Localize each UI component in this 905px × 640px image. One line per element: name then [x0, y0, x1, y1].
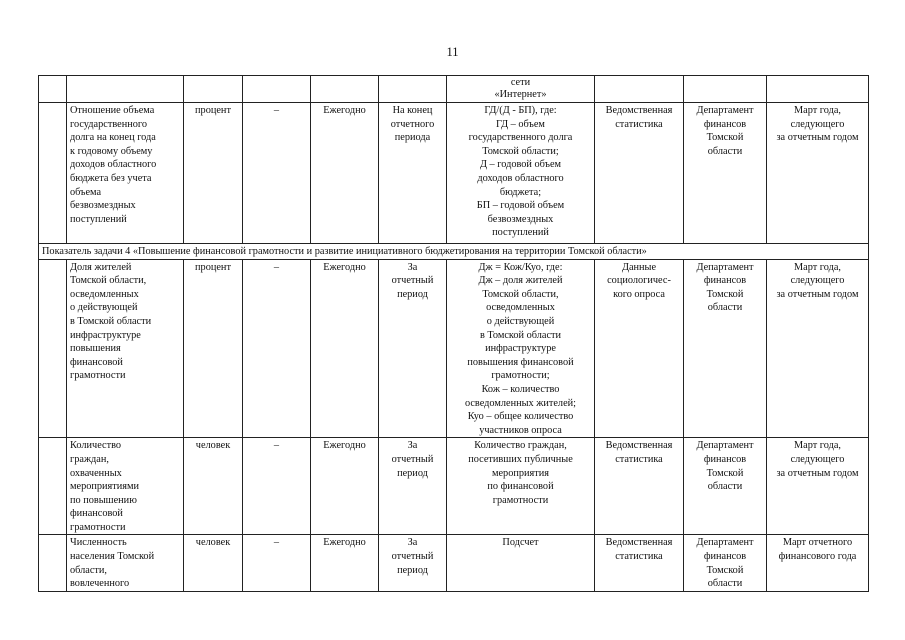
- cell-period-line: период: [397, 288, 428, 300]
- cell-name-line: вовлеченного: [70, 578, 130, 590]
- cell-period-line: отчетный: [391, 551, 434, 563]
- cell-frequency-line: Ежегодно: [323, 537, 366, 549]
- cell-unit-line: процент: [195, 261, 231, 273]
- cell-deadline-line: за отчетным годом: [776, 467, 859, 479]
- cell-unit: [184, 103, 243, 244]
- section-title: Показатель задачи 4 «Повышение финансовой грамотности и развитие инициативного бюджетирования на территории Томской области»: [39, 244, 869, 260]
- cell-name-line: финансовой: [70, 508, 123, 520]
- cell-responsible: [684, 259, 767, 438]
- cell-name-line: о действующей: [70, 302, 138, 314]
- table-row: [39, 259, 869, 438]
- cell-name-line: финансовой: [70, 356, 123, 368]
- table-row: [39, 438, 869, 535]
- cell-source-line: Ведомственная: [605, 537, 673, 549]
- cell-frequency: [311, 103, 379, 244]
- cell-unit: [184, 259, 243, 438]
- cell-method-line: ГД – объем: [496, 118, 545, 130]
- cell-responsible-line: Томской: [706, 288, 744, 300]
- table-row-continued: [39, 76, 869, 103]
- cell-responsible-line: Департамент: [696, 261, 754, 273]
- cell-name: [67, 259, 184, 438]
- table-body-upper: [39, 76, 869, 103]
- cell-method-line: мероприятия: [491, 467, 550, 479]
- cell-unit: [184, 535, 243, 591]
- cell-responsible-line: Томской: [706, 564, 744, 576]
- cell-name-line: осведомленных: [70, 288, 139, 300]
- cell-frequency: [311, 259, 379, 438]
- cell-responsible-line: Департамент: [696, 440, 754, 452]
- cell-name-line: бюджета без учета: [70, 172, 152, 184]
- cell-method: [447, 103, 595, 244]
- cell-name-line: Количество: [70, 440, 122, 452]
- cell-period-line: На конец: [392, 105, 433, 116]
- cell-dash-line: –: [273, 261, 280, 273]
- cell-method-line: инфраструктуре: [485, 343, 556, 355]
- cell-source: [595, 259, 684, 438]
- cell-name-line: мероприятиями: [70, 481, 140, 493]
- cell-method: [447, 259, 595, 438]
- cell-method-line: Д – годовой объем: [479, 159, 562, 171]
- cell-period: [379, 259, 447, 438]
- cell-name-line: Томской области,: [70, 275, 147, 287]
- cell-method-line: поступлений: [492, 227, 549, 239]
- cell-method-line: грамотности;: [491, 370, 550, 382]
- cell-method-line: БП – годовой объем: [476, 200, 565, 212]
- cell-deadline: [767, 438, 869, 535]
- cell-period-line: отчетный: [391, 453, 434, 465]
- cell-num: [39, 76, 67, 103]
- cell-period-line: период: [397, 467, 428, 479]
- cell-period-line: За: [407, 261, 418, 273]
- table-body-section: [39, 244, 869, 260]
- cell-frequency-line: Ежегодно: [323, 440, 366, 452]
- cell-dash-line: –: [273, 537, 280, 549]
- cell-period-line: За: [407, 537, 418, 549]
- cell-unit: [184, 76, 243, 103]
- cell-deadline: [767, 103, 869, 244]
- cell-method: [447, 76, 595, 103]
- cell-responsible: [684, 76, 767, 103]
- cell-responsible-line: Томской: [706, 467, 744, 479]
- cell-source-line: Данные: [621, 261, 657, 273]
- cell-responsible-line: Томской: [706, 132, 744, 144]
- cell-name: [67, 535, 184, 591]
- cell-responsible: [684, 535, 767, 591]
- cell-source-line: кого опроса: [613, 288, 665, 300]
- cell-period: [379, 535, 447, 591]
- cell-method-line: грамотности: [492, 494, 549, 506]
- cell-method-line: бюджета;: [499, 186, 542, 198]
- cell-responsible-line: области: [707, 302, 743, 314]
- cell-responsible-line: финансов: [703, 453, 747, 465]
- cell-method-line: Подсчет: [502, 537, 539, 549]
- cell-responsible-line: финансов: [703, 551, 747, 563]
- cell-method-line: о действующей: [486, 315, 555, 327]
- page-number: 11: [446, 45, 459, 59]
- cell-responsible-line: финансов: [703, 275, 747, 287]
- cell-period-line: периода: [394, 132, 431, 144]
- cell-deadline-line: за отчетным годом: [776, 132, 859, 144]
- cell-name-line: объема: [70, 186, 102, 198]
- indicators-table: [38, 75, 869, 592]
- cell-name-line: долга на конец года: [70, 132, 156, 144]
- cell-responsible: [684, 103, 767, 244]
- cell-num: [39, 438, 67, 535]
- cell-name-line: инфраструктуре: [70, 329, 141, 341]
- cell-name-line: населения Томской: [70, 551, 155, 563]
- cell-frequency-line: Ежегодно: [323, 105, 366, 116]
- cell-method-line: Дж = Кож/Куо, где:: [478, 261, 563, 273]
- table-row: [39, 535, 869, 591]
- cell-method-line: осведомленных жителей;: [464, 397, 577, 409]
- cell-period-line: отчетный: [391, 275, 434, 287]
- cell-responsible-line: области: [707, 578, 743, 590]
- table-row: [39, 103, 869, 244]
- cell-num: [39, 259, 67, 438]
- cell-name-line: доходов областного: [70, 159, 157, 171]
- cell-period-line: отчетного: [390, 118, 435, 130]
- cell-dash: [243, 259, 311, 438]
- cell-source-line: социологичес-: [607, 275, 671, 287]
- cell-method-line: Дж – доля жителей: [478, 275, 563, 287]
- table-body-block2: [39, 259, 869, 591]
- cell-unit-line: человек: [195, 440, 231, 452]
- cell-num: [39, 103, 67, 244]
- method-line: «Интернет»: [494, 89, 547, 100]
- cell-name-line: по повышению: [70, 494, 137, 506]
- cell-name: [67, 103, 184, 244]
- cell-name: [67, 76, 184, 103]
- cell-name-line: поступлений: [70, 213, 127, 225]
- cell-unit: [184, 438, 243, 535]
- cell-num: [39, 535, 67, 591]
- cell-name-line: грамотности: [70, 521, 126, 533]
- cell-source-line: статистика: [615, 551, 663, 563]
- cell-method-line: Кож – количество: [481, 383, 560, 395]
- cell-source-line: статистика: [615, 453, 663, 465]
- cell-period-line: период: [397, 564, 428, 576]
- cell-responsible-line: Департамент: [696, 537, 754, 549]
- cell-deadline-line: за отчетным годом: [776, 288, 859, 300]
- cell-deadline: [767, 535, 869, 591]
- cell-source-line: Ведомственная: [605, 440, 673, 452]
- method-line: сети: [510, 77, 531, 88]
- cell-method: [447, 535, 595, 591]
- cell-name-line: граждан,: [70, 453, 109, 465]
- cell-name-line: охваченных: [70, 467, 122, 479]
- cell-unit-line: процент: [195, 105, 231, 116]
- cell-method-line: повышения финансовой: [467, 356, 574, 368]
- cell-responsible-line: Департамент: [696, 105, 754, 116]
- cell-method-line: осведомленных: [486, 302, 555, 314]
- cell-frequency-line: Ежегодно: [323, 261, 366, 273]
- cell-deadline-line: следующего: [790, 118, 845, 130]
- cell-responsible-line: области: [707, 145, 743, 157]
- cell-responsible-line: финансов: [703, 118, 747, 130]
- cell-name-line: грамотности: [70, 370, 126, 382]
- cell-name: [67, 438, 184, 535]
- cell-dash-line: –: [273, 105, 280, 116]
- cell-frequency: [311, 76, 379, 103]
- cell-name-line: к годовому объему: [70, 145, 153, 157]
- cell-dash: [243, 438, 311, 535]
- cell-deadline-line: Март года,: [793, 440, 841, 452]
- cell-method-line: посетивших публичные: [468, 453, 573, 465]
- cell-method-line: в Томской области: [479, 329, 562, 341]
- cell-period: [379, 76, 447, 103]
- cell-deadline-line: Март отчетного: [782, 537, 853, 549]
- cell-deadline-line: Март года,: [793, 261, 841, 273]
- cell-method-line: доходов областного: [477, 172, 564, 184]
- cell-source: [595, 103, 684, 244]
- cell-name-line: Численность: [70, 537, 127, 549]
- cell-deadline-line: финансового года: [778, 551, 857, 563]
- cell-frequency: [311, 438, 379, 535]
- cell-frequency: [311, 535, 379, 591]
- cell-method-line: по финансовой: [487, 481, 554, 493]
- cell-name-line: безвозмездных: [70, 200, 136, 212]
- cell-responsible-line: области: [707, 481, 743, 493]
- cell-name-line: области,: [70, 564, 107, 576]
- cell-name-line: Доля жителей: [70, 261, 132, 273]
- cell-dash: [243, 535, 311, 591]
- section-header-row: [39, 244, 869, 260]
- cell-method-line: участников опроса: [479, 424, 562, 436]
- cell-method-line: ГД/(Д - БП), где:: [484, 105, 557, 116]
- cell-method-line: Количество граждан,: [474, 440, 567, 452]
- cell-method-line: безвозмездных: [487, 213, 554, 225]
- cell-deadline: [767, 259, 869, 438]
- cell-source: [595, 76, 684, 103]
- cell-deadline: [767, 76, 869, 103]
- cell-method-line: Куо – общее количество: [467, 411, 574, 423]
- cell-source-line: статистика: [615, 118, 663, 130]
- cell-deadline-line: следующего: [790, 453, 845, 465]
- cell-name-line: повышения: [70, 343, 121, 355]
- cell-dash: [243, 76, 311, 103]
- cell-period: [379, 103, 447, 244]
- cell-deadline-line: Март года,: [793, 105, 841, 116]
- cell-unit-line: человек: [195, 537, 231, 549]
- cell-name-line: государственного: [70, 118, 147, 130]
- cell-source: [595, 535, 684, 591]
- cell-method: [447, 438, 595, 535]
- cell-dash: [243, 103, 311, 244]
- cell-name-line: в Томской области: [70, 315, 152, 327]
- cell-dash-line: –: [273, 440, 280, 452]
- cell-period: [379, 438, 447, 535]
- cell-source: [595, 438, 684, 535]
- table-body-block1: [39, 103, 869, 244]
- cell-method-line: Томской области,: [482, 288, 559, 300]
- cell-period-line: За: [407, 440, 418, 452]
- cell-deadline-line: следующего: [790, 275, 845, 287]
- cell-source-line: Ведомственная: [605, 105, 673, 116]
- cell-method-line: Томской области;: [482, 145, 559, 157]
- cell-name-line: Отношение объема: [70, 105, 155, 116]
- cell-method-line: государственного долга: [468, 132, 573, 144]
- cell-responsible: [684, 438, 767, 535]
